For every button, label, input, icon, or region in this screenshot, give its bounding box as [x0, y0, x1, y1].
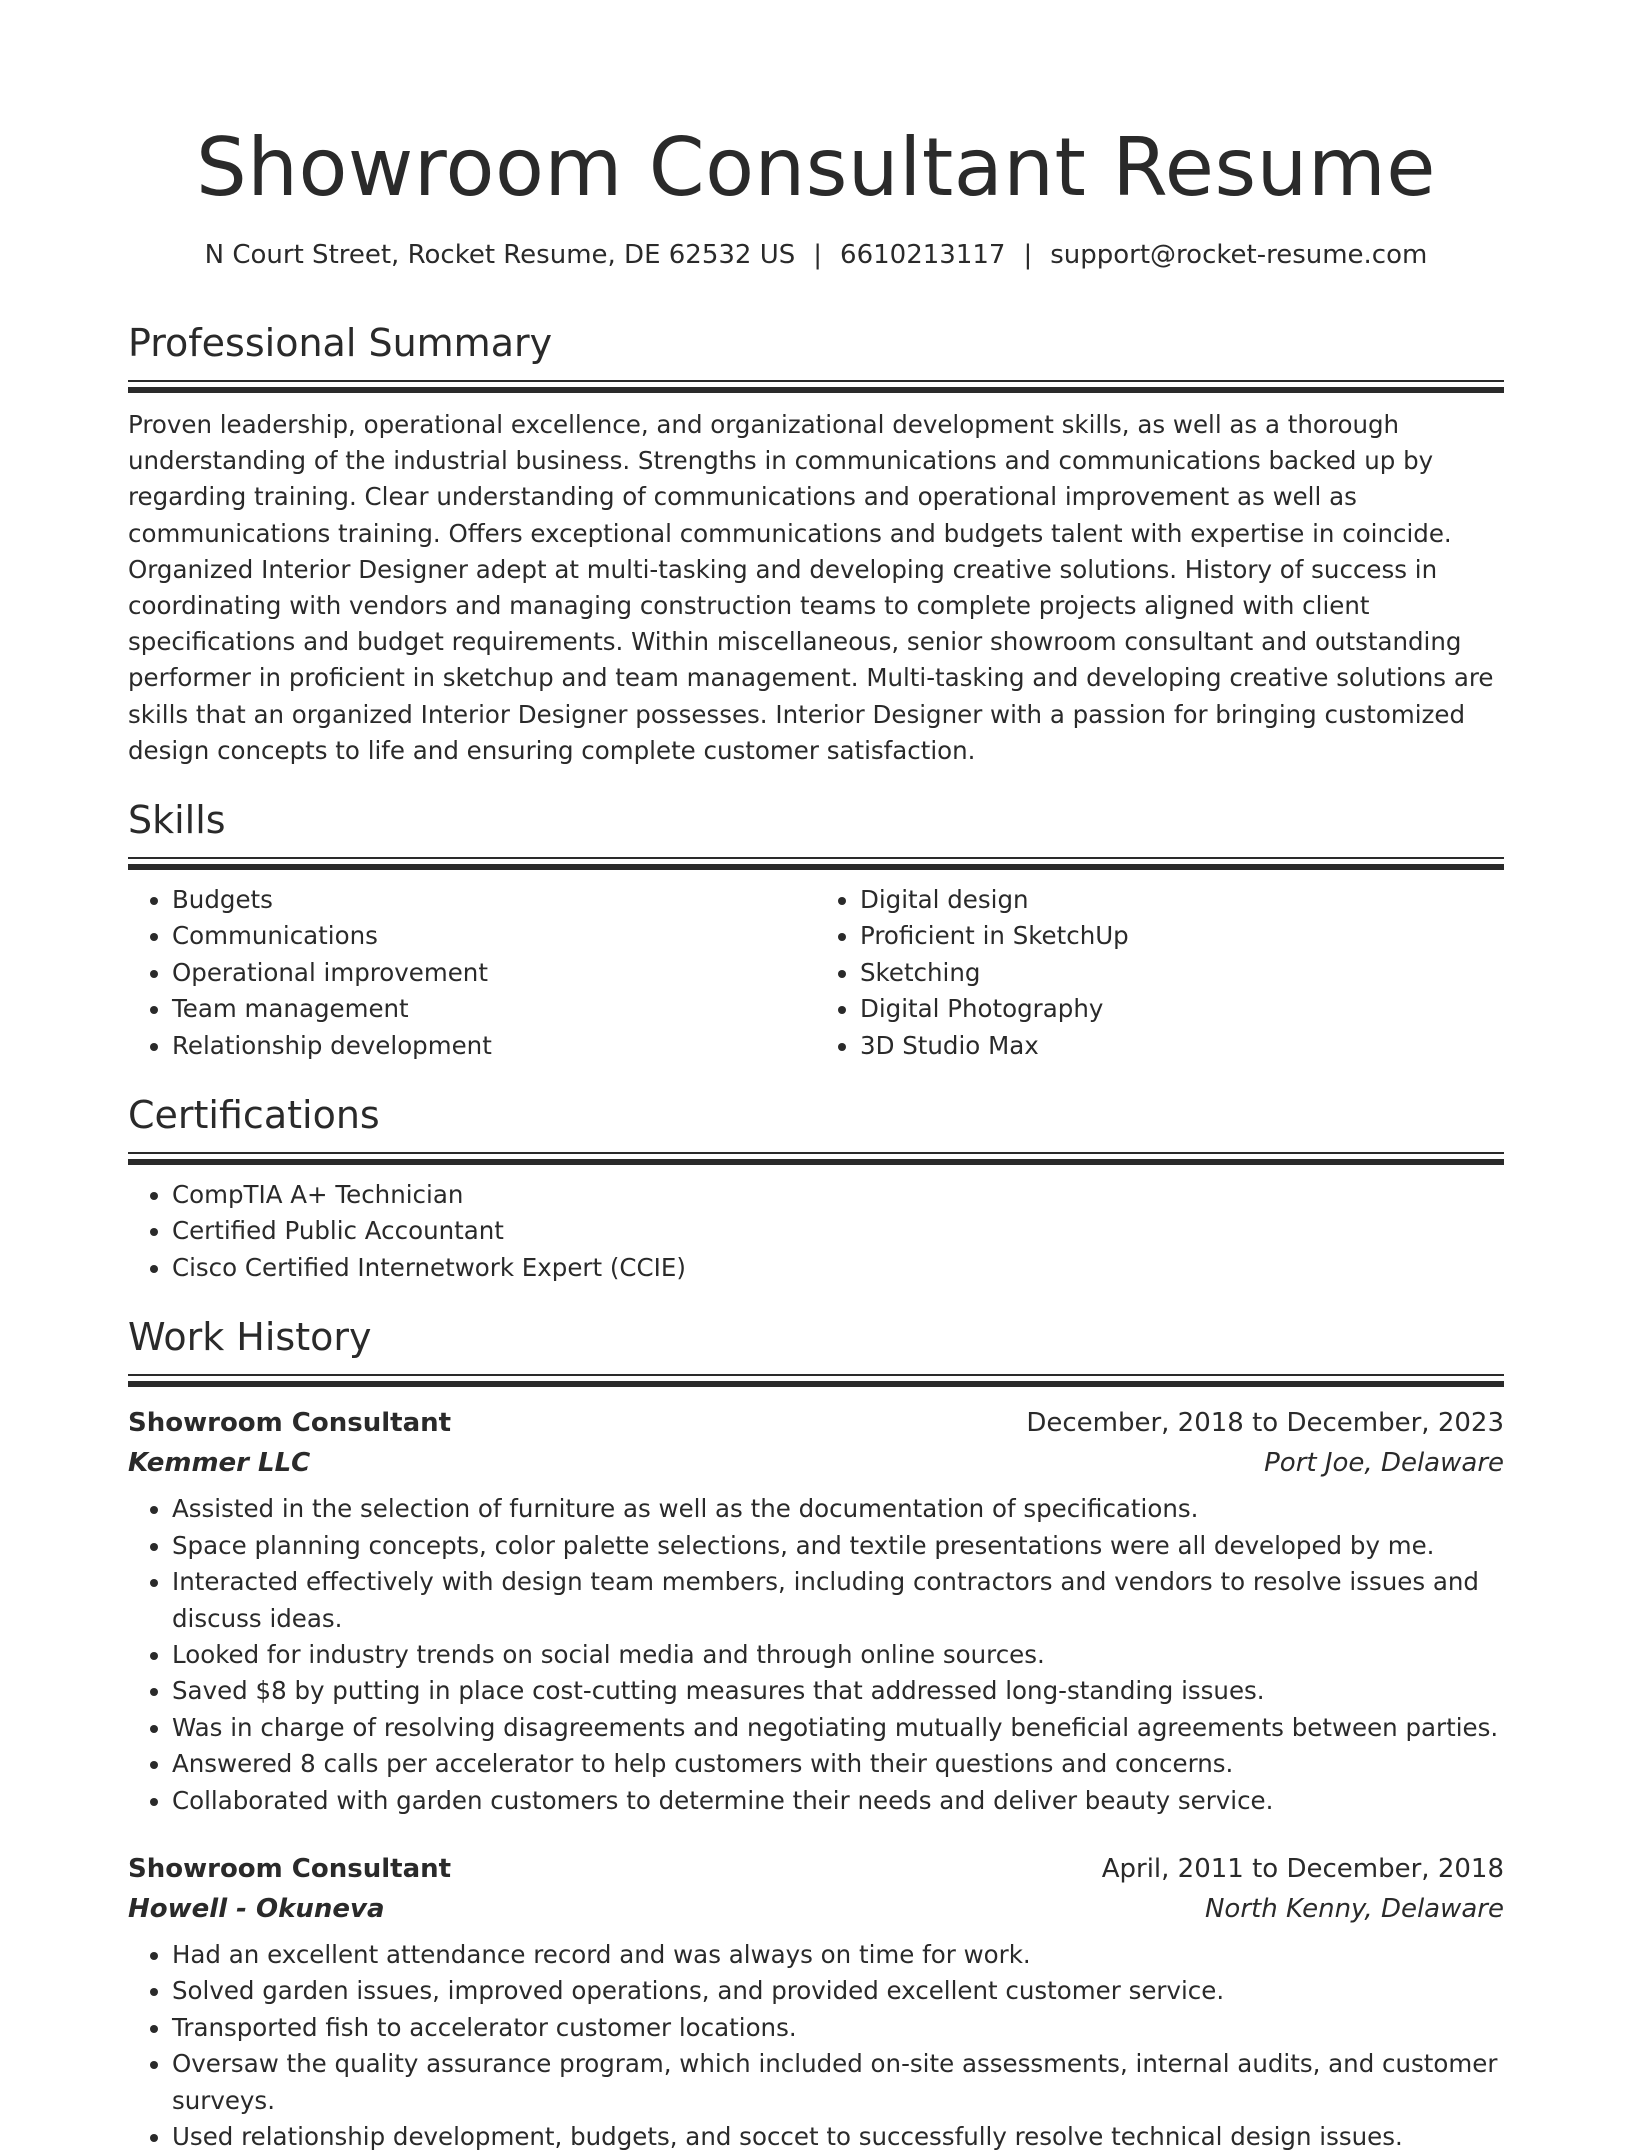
- job-title: Showroom Consultant: [128, 1853, 452, 1884]
- skills-section: [128, 795, 1504, 1064]
- certifications-list: [128, 1177, 1504, 1286]
- skill-item: • Relationship development: [172, 1028, 816, 1064]
- job-bullet: • Looked for industry trends on social media and through online sources.: [172, 1637, 1504, 1673]
- job-company: Kemmer LLC: [128, 1448, 311, 1479]
- skill-item: • Communications: [172, 918, 816, 954]
- skill-item: • Team management: [172, 991, 816, 1027]
- job-bullets: [128, 1937, 1504, 2155]
- job-dates: December, 2018 to December, 2023: [1026, 1408, 1504, 1439]
- contact-separator: |: [1023, 240, 1033, 270]
- contact-address: N Court Street, Rocket Resume, DE 62532 US: [204, 240, 796, 270]
- job-bullet: • Answered 8 calls per accelerator to help customers with their questions and concerns.: [172, 1746, 1504, 1782]
- job-header-row: [128, 1403, 1504, 1443]
- job-bullet: • Oversaw the quality assurance program, which included on-site assessments, internal audits, and customer surveys.: [172, 2046, 1504, 2119]
- section-title-summary: Professional Summary: [128, 321, 553, 365]
- skills-list-left: [128, 882, 816, 1064]
- certification-item: • Certified Public Accountant: [172, 1213, 1504, 1249]
- summary-section: [128, 318, 1504, 769]
- job-bullet: • Had an excellent attendance record and was always on time for work.: [172, 1937, 1504, 1973]
- job-location: Port Joe, Delaware: [1264, 1448, 1504, 1479]
- certification-item: • Cisco Certified Internetwork Expert (CCIE): [172, 1250, 1504, 1286]
- job-bullet: • Assisted in the selection of furniture as well as the documentation of specifications.: [172, 1491, 1504, 1527]
- contact-phone: 6610213117: [840, 240, 1006, 270]
- section-title-certifications: Certifications: [128, 1093, 380, 1138]
- job-bullet: • Collaborated with garden customers to determine their needs and deliver beauty service.: [172, 1783, 1504, 1819]
- work-history-section: [128, 1312, 1504, 2155]
- job-bullet: • Space planning concepts, color palette selections, and textile presentations were all developed by me.: [172, 1528, 1504, 1564]
- skill-item: • Digital Photography: [860, 991, 1504, 1027]
- skills-grid: [128, 870, 1504, 1064]
- resume-header: [0, 0, 1632, 270]
- section-title-work-history: Work History: [128, 1315, 372, 1360]
- job-company: Howell - Okuneva: [128, 1893, 385, 1924]
- section-divider: [128, 1152, 1504, 1165]
- section-title-skills: Skills: [128, 798, 226, 843]
- skill-item: • 3D Studio Max: [860, 1028, 1504, 1064]
- section-divider: [128, 857, 1504, 870]
- skills-list-right: [816, 882, 1504, 1064]
- job-bullet: • Saved $8 by putting in place cost-cutting measures that addressed long-standing issues.: [172, 1673, 1504, 1709]
- job-dates: April, 2011 to December, 2018: [1101, 1853, 1504, 1884]
- job-location: North Kenny, Delaware: [1204, 1893, 1504, 1924]
- contact-separator: |: [813, 240, 823, 270]
- skill-item: • Digital design: [860, 882, 1504, 918]
- job-bullet: • Solved garden issues, improved operations, and provided excellent customer service.: [172, 1973, 1504, 2009]
- job-bullet: • Transported fish to accelerator customer locations.: [172, 2010, 1504, 2046]
- job-title: Showroom Consultant: [128, 1408, 452, 1439]
- section-divider: [128, 1374, 1504, 1387]
- skill-item: • Budgets: [172, 882, 816, 918]
- section-divider: [128, 380, 1504, 393]
- job-entry: [128, 1849, 1504, 2155]
- job-bullet: • Interacted effectively with design team members, including contractors and vendors to resolve issues and discuss ideas.: [172, 1564, 1504, 1637]
- job-bullets: [128, 1491, 1504, 1819]
- skill-item: • Operational improvement: [172, 955, 816, 991]
- contact-line: [0, 240, 1632, 270]
- job-company-row: [128, 1889, 1504, 1929]
- job-header-row: [128, 1849, 1504, 1889]
- skill-item: • Sketching: [860, 955, 1504, 991]
- certification-item: • CompTIA A+ Technician: [172, 1177, 1504, 1213]
- skill-item: • Proficient in SketchUp: [860, 918, 1504, 954]
- contact-email: support@rocket-resume.com: [1050, 240, 1428, 270]
- job-bullet: • Was in charge of resolving disagreements and negotiating mutually beneficial agreements between parties.: [172, 1710, 1504, 1746]
- resume-content: [128, 318, 1504, 2155]
- job-bullet: • Used relationship development, budgets, and soccet to successfully resolve technical design issues.: [172, 2119, 1504, 2155]
- job-company-row: [128, 1443, 1504, 1483]
- summary-text: Proven leadership, operational excellence, and organizational development skills, as well as a thorough understanding of the industrial business. Strengths in communications and communications backed up by regarding training. Clear understanding of communications and operational improvement as well as communications training. Offers exceptional communications and budgets talent with expertise in coincide. Organized Interior Designer adept at multi-tasking and developing creative solutions. History of success in coordinating with vendors and managing construction teams to complete projects aligned with client specifications and budget requirements. Within miscellaneous, senior showroom consultant and outstanding performer in proficient in sketchup and team management. Multi-tasking and developing creative solutions are skills that an organized Interior Designer possesses. Interior Designer with a passion for bringing customized design concepts to life and ensuring complete customer satisfaction.: [128, 410, 1494, 765]
- resume-title: Showroom Consultant Resume: [196, 121, 1436, 214]
- certifications-section: [128, 1090, 1504, 1286]
- job-entry: [128, 1403, 1504, 1819]
